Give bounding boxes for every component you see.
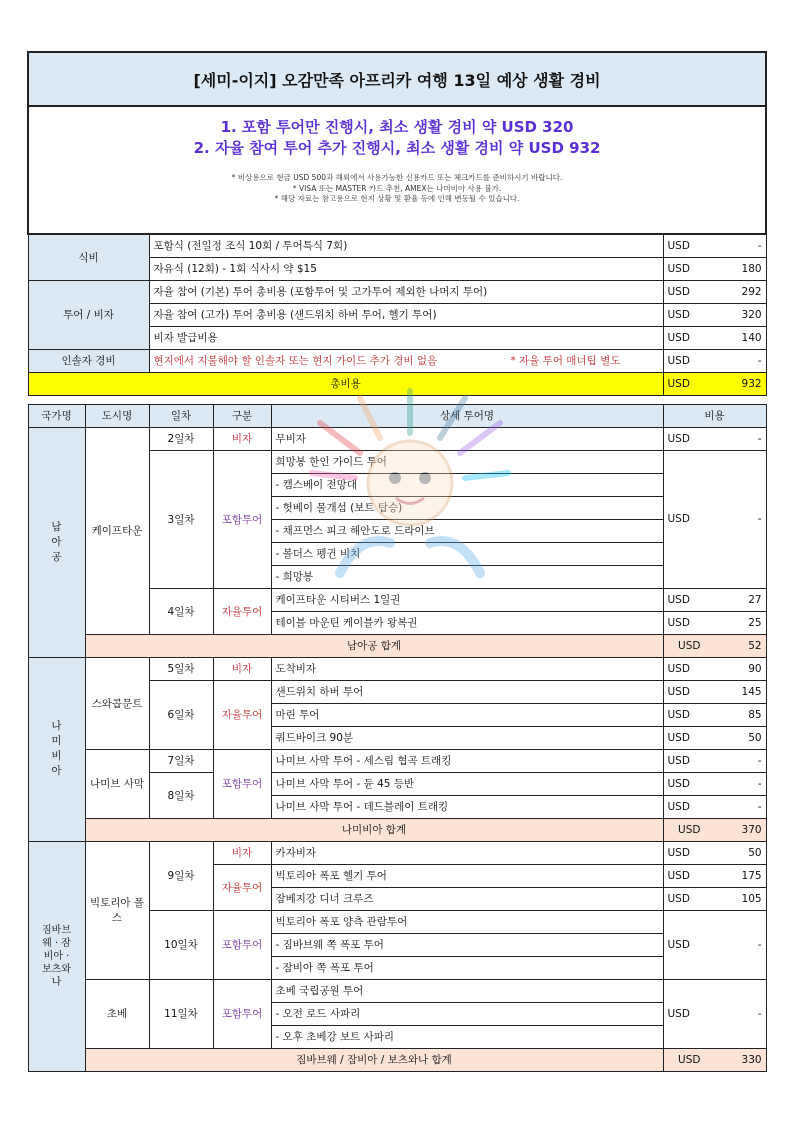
tour-detail: - 잠비아 쪽 폭포 투어 xyxy=(271,956,663,979)
currency-label: USD xyxy=(663,887,715,910)
tour-detail: - 오후 초베강 보트 사파리 xyxy=(271,1025,663,1048)
currency-label: USD xyxy=(663,280,715,303)
city-namib-desert: 나미브 사막 xyxy=(85,749,149,818)
total-value: 932 xyxy=(715,372,766,395)
cost-value: 145 xyxy=(715,680,766,703)
subtotal-value: 370 xyxy=(715,818,766,841)
currency-label: USD xyxy=(663,818,715,841)
cost-value: 25 xyxy=(715,611,766,634)
day-2: 2일차 xyxy=(149,427,213,450)
note-1: * 비상용으로 현금 USD 500과 해외에서 사용가능한 신용카드 또는 체크카드를 준비하시기 바랍니다. xyxy=(231,173,563,182)
tour-detail: - 캠스베이 전망대 xyxy=(271,473,663,496)
food-label: 식비 xyxy=(28,234,149,280)
currency-label: USD xyxy=(663,657,715,680)
country-name: 남아공 xyxy=(51,520,62,563)
day-8: 8일차 xyxy=(149,772,213,818)
expense-sheet xyxy=(27,51,765,1072)
currency-label: USD xyxy=(663,611,715,634)
col-header-day: 일차 xyxy=(149,404,213,427)
currency-label: USD xyxy=(663,772,715,795)
currency-label: USD xyxy=(663,349,715,372)
cost-value: - xyxy=(715,427,766,450)
currency-label: USD xyxy=(663,680,715,703)
tour-visa-label: 투어 / 비자 xyxy=(28,280,149,349)
cost-value: - xyxy=(715,795,766,818)
cost-value: 27 xyxy=(715,588,766,611)
tour-detail: 쿼드바이크 90분 xyxy=(271,726,663,749)
currency-label: USD xyxy=(663,795,715,818)
tour-detail: 나미브 사막 투어 - 듄 45 등반 xyxy=(271,772,663,795)
cost-value: - xyxy=(715,749,766,772)
currency-label: USD xyxy=(663,1048,715,1071)
currency-label: USD xyxy=(663,841,715,864)
type-included: 포함투어 xyxy=(213,910,271,979)
cost-value: - xyxy=(715,979,766,1048)
tour-detail: - 오전 로드 사파리 xyxy=(271,1002,663,1025)
day-10: 10일차 xyxy=(149,910,213,979)
tour-item-2-value: 320 xyxy=(715,303,766,326)
guide-text: 현지에서 지불해야 할 인솔자 또는 현지 가이드 추가 경비 없음 xyxy=(153,355,438,367)
type-optional: 자율투어 xyxy=(213,864,271,910)
day-5: 5일차 xyxy=(149,657,213,680)
country-name: 나미비아 xyxy=(51,720,62,777)
tour-detail: - 짐바브웨 쪽 폭포 투어 xyxy=(271,933,663,956)
currency-label: USD xyxy=(663,864,715,887)
tour-detail: 희망봉 한인 가이드 투어 xyxy=(271,450,663,473)
day-7: 7일차 xyxy=(149,749,213,772)
tour-detail: 케이프타운 시티버스 1일권 xyxy=(271,588,663,611)
food-item-2: 자유식 (12회) - 1회 식사시 약 $15 xyxy=(149,257,663,280)
summary-box xyxy=(28,106,766,234)
currency-label: USD xyxy=(663,427,715,450)
currency-label: USD xyxy=(663,749,715,772)
cost-value: 105 xyxy=(715,887,766,910)
type-visa: 비자 xyxy=(213,657,271,680)
tour-detail: 나미브 사막 투어 - 데드블레이 트래킹 xyxy=(271,795,663,818)
food-item-1-value: - xyxy=(715,234,766,257)
tour-detail: 마린 투어 xyxy=(271,703,663,726)
country-namibia xyxy=(28,657,85,841)
country-south-africa xyxy=(28,427,85,657)
tour-detail: 샌드위치 하버 투어 xyxy=(271,680,663,703)
tour-detail: 초베 국립공원 투어 xyxy=(271,979,663,1002)
type-optional: 자율투어 xyxy=(213,680,271,749)
col-header-detail: 상세 투어명 xyxy=(271,404,663,427)
cost-value: - xyxy=(715,450,766,588)
type-included: 포함투어 xyxy=(213,979,271,1048)
country-zimbabwe-zambia-botswana xyxy=(28,841,85,1071)
tour-detail: 카자비자 xyxy=(271,841,663,864)
tour-detail: - 헛베이 물개섬 (보트 탑승) xyxy=(271,496,663,519)
spacer xyxy=(28,395,766,404)
food-item-2-value: 180 xyxy=(715,257,766,280)
currency-label: USD xyxy=(663,726,715,749)
day-3: 3일차 xyxy=(149,450,213,588)
page-title: [세미-이지] 오감만족 아프리카 여행 13일 예상 생활 경비 xyxy=(28,52,766,106)
day-11: 11일차 xyxy=(149,979,213,1048)
country-name: 짐바브웨 · 잠비아 · 보츠와나 xyxy=(42,924,71,988)
type-included: 포함투어 xyxy=(213,450,271,588)
total-label: 총비용 xyxy=(28,372,663,395)
subtotal-value: 330 xyxy=(715,1048,766,1071)
tour-detail: 무비자 xyxy=(271,427,663,450)
city-victoria-falls: 빅토리아 폴스 xyxy=(85,841,149,979)
city-swakopmund: 스와콥문트 xyxy=(85,657,149,749)
day-6: 6일차 xyxy=(149,680,213,749)
col-header-country: 국가명 xyxy=(28,404,85,427)
type-visa: 비자 xyxy=(213,427,271,450)
cost-value: 85 xyxy=(715,703,766,726)
currency-label: USD xyxy=(663,257,715,280)
currency-label: USD xyxy=(663,634,715,657)
tour-item-1: 자율 참여 (기본) 투어 총비용 (포함투어 및 고가투어 제외한 나머지 투어) xyxy=(149,280,663,303)
tour-item-2: 자율 참여 (고가) 투어 총비용 (샌드위치 하버 투어, 헬기 투어) xyxy=(149,303,663,326)
col-header-cost: 비용 xyxy=(663,404,766,427)
cost-value: 50 xyxy=(715,726,766,749)
cost-value: 50 xyxy=(715,841,766,864)
type-optional: 자율투어 xyxy=(213,588,271,634)
col-header-city: 도시명 xyxy=(85,404,149,427)
tour-detail: 테이블 마운틴 케이블카 왕복권 xyxy=(271,611,663,634)
currency-label: USD xyxy=(663,326,715,349)
tour-detail: 나미브 사막 투어 - 세스림 협곡 트래킹 xyxy=(271,749,663,772)
subtotal-label: 나미비아 합계 xyxy=(85,818,663,841)
currency-label: USD xyxy=(663,450,715,588)
tour-item-3-value: 140 xyxy=(715,326,766,349)
tour-detail: - 희망봉 xyxy=(271,565,663,588)
tour-detail: 빅토리아 폭포 양측 관람투어 xyxy=(271,910,663,933)
currency-label: USD xyxy=(663,303,715,326)
tour-detail: 빅토리아 폭포 헬기 투어 xyxy=(271,864,663,887)
tour-detail: - 채프먼스 피크 해안도로 드라이브 xyxy=(271,519,663,542)
cost-value: 90 xyxy=(715,657,766,680)
guide-note xyxy=(149,349,663,372)
summary-line-1: 1. 포함 투어만 진행시, 최소 생활 경비 약 USD 320 xyxy=(220,118,574,136)
tour-item-1-value: 292 xyxy=(715,280,766,303)
summary-line-2: 2. 자율 참여 투어 추가 진행시, 최소 생활 경비 약 USD 932 xyxy=(193,139,601,157)
note-2: * VISA 또는 MASTER 카드 추천, AMEX는 나미비아 사용 불가. xyxy=(292,183,502,193)
cost-value: 175 xyxy=(715,864,766,887)
tour-detail: 잠베지강 디너 크루즈 xyxy=(271,887,663,910)
currency-label: USD xyxy=(663,234,715,257)
cost-value: - xyxy=(715,910,766,979)
currency-label: USD xyxy=(663,703,715,726)
cost-value: - xyxy=(715,772,766,795)
subtotal-value: 52 xyxy=(715,634,766,657)
food-item-1: 포함식 (전일정 조식 10회 / 투어특식 7회) xyxy=(149,234,663,257)
subtotal-label: 짐바브웨 / 잠비아 / 보츠와나 합계 xyxy=(85,1048,663,1071)
type-included: 포함투어 xyxy=(213,749,271,818)
city-capetown: 케이프타운 xyxy=(85,427,149,634)
currency-label: USD xyxy=(663,910,715,979)
tour-item-3: 비자 발급비용 xyxy=(149,326,663,349)
day-9: 9일차 xyxy=(149,841,213,910)
guide-value: - xyxy=(715,349,766,372)
currency-label: USD xyxy=(663,372,715,395)
currency-label: USD xyxy=(663,979,715,1048)
currency-label: USD xyxy=(663,588,715,611)
guide-label: 인솔자 경비 xyxy=(28,349,149,372)
type-visa: 비자 xyxy=(213,841,271,864)
expense-table xyxy=(27,51,767,1072)
summary-notes xyxy=(33,173,761,205)
note-3: * 해당 자료는 참고용으로 현지 상황 및 환율 등에 인해 변동될 수 있습니다. xyxy=(274,194,520,203)
guide-tip: * 자율 투어 매너팁 별도 xyxy=(510,355,621,367)
day-4: 4일차 xyxy=(149,588,213,634)
city-chobe: 초베 xyxy=(85,979,149,1048)
col-header-type: 구분 xyxy=(213,404,271,427)
subtotal-label: 남아공 합계 xyxy=(85,634,663,657)
tour-detail: - 볼더스 펭귄 비치 xyxy=(271,542,663,565)
tour-detail: 도착비자 xyxy=(271,657,663,680)
